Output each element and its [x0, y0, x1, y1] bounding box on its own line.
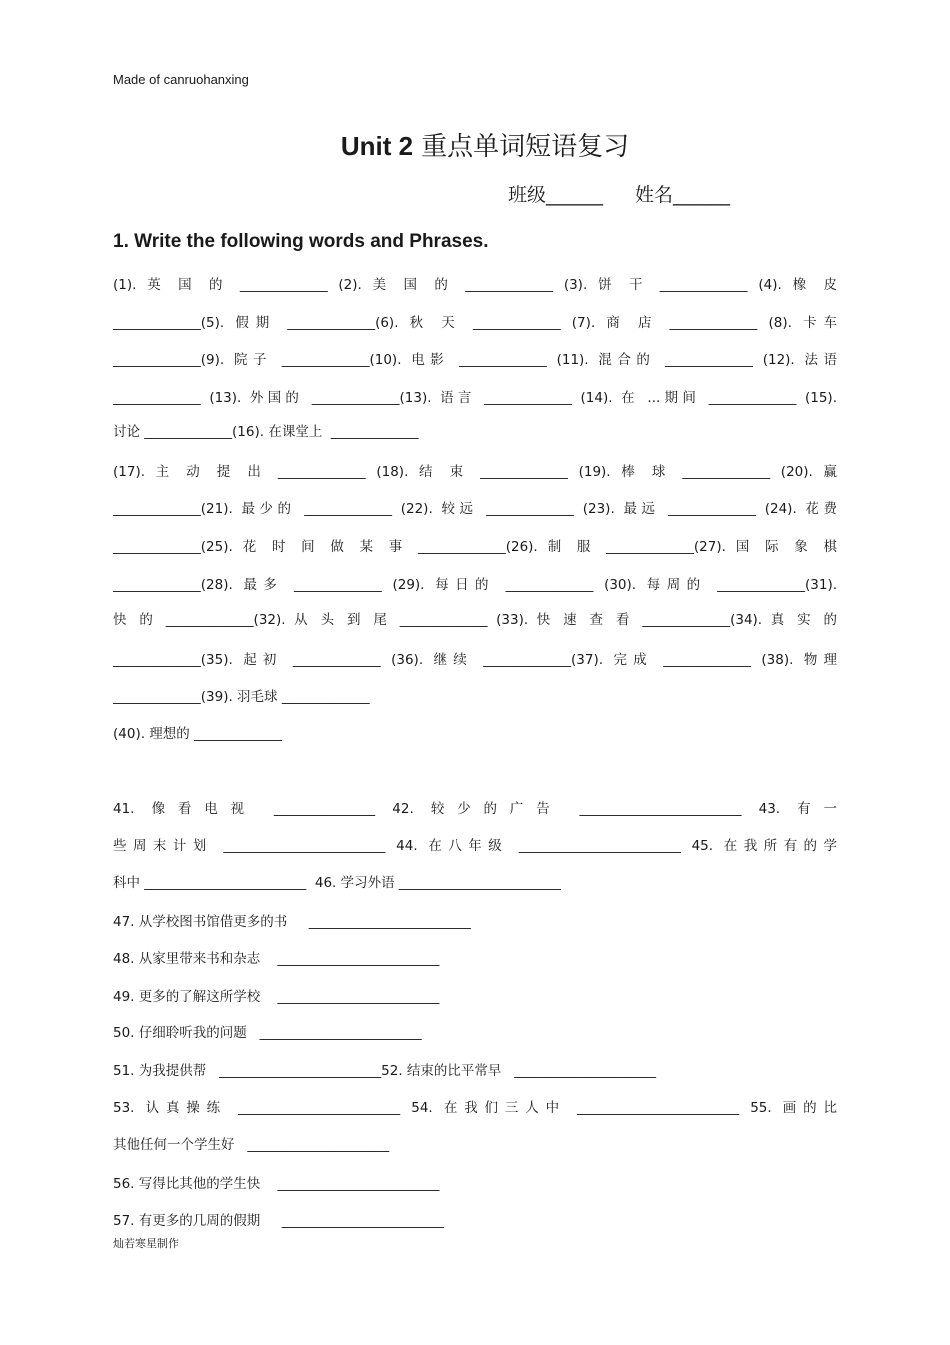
class-label: 班级______ — [508, 184, 604, 206]
exercise-line: 57. 有更多的几周的假期 ________________________ — [113, 1213, 444, 1229]
exercise-line: 些周末计划 ________________________ 44. 在八年级 ________________________ 45. 在我所有的学 — [113, 838, 837, 854]
exercise-line: 48. 从家里带来书和杂志 ________________________ — [113, 951, 440, 967]
exercise-line: (17). 主 动 提 出 _____________ (18). 结 束 _____________ (19). 棒 球 _____________ (20). 赢 — [113, 464, 837, 480]
exercise-line: _____________(5). 假期 _____________(6). 秋 天 _____________ (7). 商 店 _____________ (8). 卡车 — [113, 315, 837, 331]
exercise-line: 50. 仔细聆听我的问题 ________________________ — [113, 1025, 422, 1041]
exercise-line: _____________(39). 羽毛球 _____________ — [113, 689, 370, 705]
page-title — [0, 126, 950, 163]
exercise-line: 讨论 _____________(16). 在课堂上 _____________ — [113, 424, 419, 440]
exercise-line: 41. 像看电视 _______________ 42. 较少的广告 ________________________ 43. 有一 — [113, 801, 837, 817]
exercise-line: 科中 ________________________ 46. 学习外语 ________________________ — [113, 875, 561, 891]
header-note: Made of canruohanxing — [113, 72, 249, 87]
exercise-line: _____________(35). 起初 _____________ (36). 继续 _____________(37). 完成 _____________ (38). 物理 — [113, 652, 837, 668]
exercise-line: 56. 写得比其他的学生快 ________________________ — [113, 1176, 440, 1192]
exercise-line: 47. 从学校图书馆借更多的书 ________________________ — [113, 914, 471, 930]
section-heading: 1. Write the following words and Phrases. — [113, 231, 489, 252]
title-unit: Unit 2 — [340, 131, 414, 161]
class-name-row — [508, 180, 762, 207]
exercise-line: 49. 更多的了解这所学校 ________________________ — [113, 989, 440, 1005]
exercise-line: _____________ (13). 外国的 _____________(13). 语言 _____________ (14). 在 ...期间 _____________ (15). — [113, 390, 837, 406]
name-label: 姓名______ — [635, 184, 731, 206]
exercise-line: (40). 理想的 _____________ — [113, 726, 282, 742]
exercise-line: 51. 为我提供帮 ________________________52. 结束的比平常早 _____________________ — [113, 1063, 657, 1079]
exercise-line: _____________(28). 最多 _____________ (29). 每日的 _____________ (30). 每周的 _____________(31). — [113, 577, 837, 593]
exercise-line: _____________(25). 花 时 间 做 某 事 _____________(26). 制 服 _____________(27). 国 际 象 棋 — [113, 539, 837, 555]
exercise-line: _____________(21). 最少的 _____________ (22). 较远 _____________ (23). 最远 _____________ (24). 花费 — [113, 501, 837, 517]
exercise-line: 快 的 _____________(32). 从 头 到 尾 _____________ (33). 快 速 查 看 _____________(34). 真 实 的 — [113, 612, 837, 628]
exercise-line: _____________(9). 院子 _____________(10). 电影 _____________ (11). 混合的 _____________ (12). 法语 — [113, 352, 837, 368]
title-subtitle: 重点单词短语复习 — [421, 132, 630, 162]
exercise-line: (1). 英 国 的 _____________ (2). 美 国 的 _____________ (3). 饼 干 _____________ (4). 橡 皮 — [113, 277, 837, 293]
footer-note: 灿若寒星制作 — [113, 1237, 179, 1250]
exercise-line: 53. 认真操练 ________________________ 54. 在我们三人中 ________________________ 55. 画的比 — [113, 1100, 837, 1116]
exercise-line: 其他任何一个学生好 _____________________ — [113, 1137, 390, 1153]
